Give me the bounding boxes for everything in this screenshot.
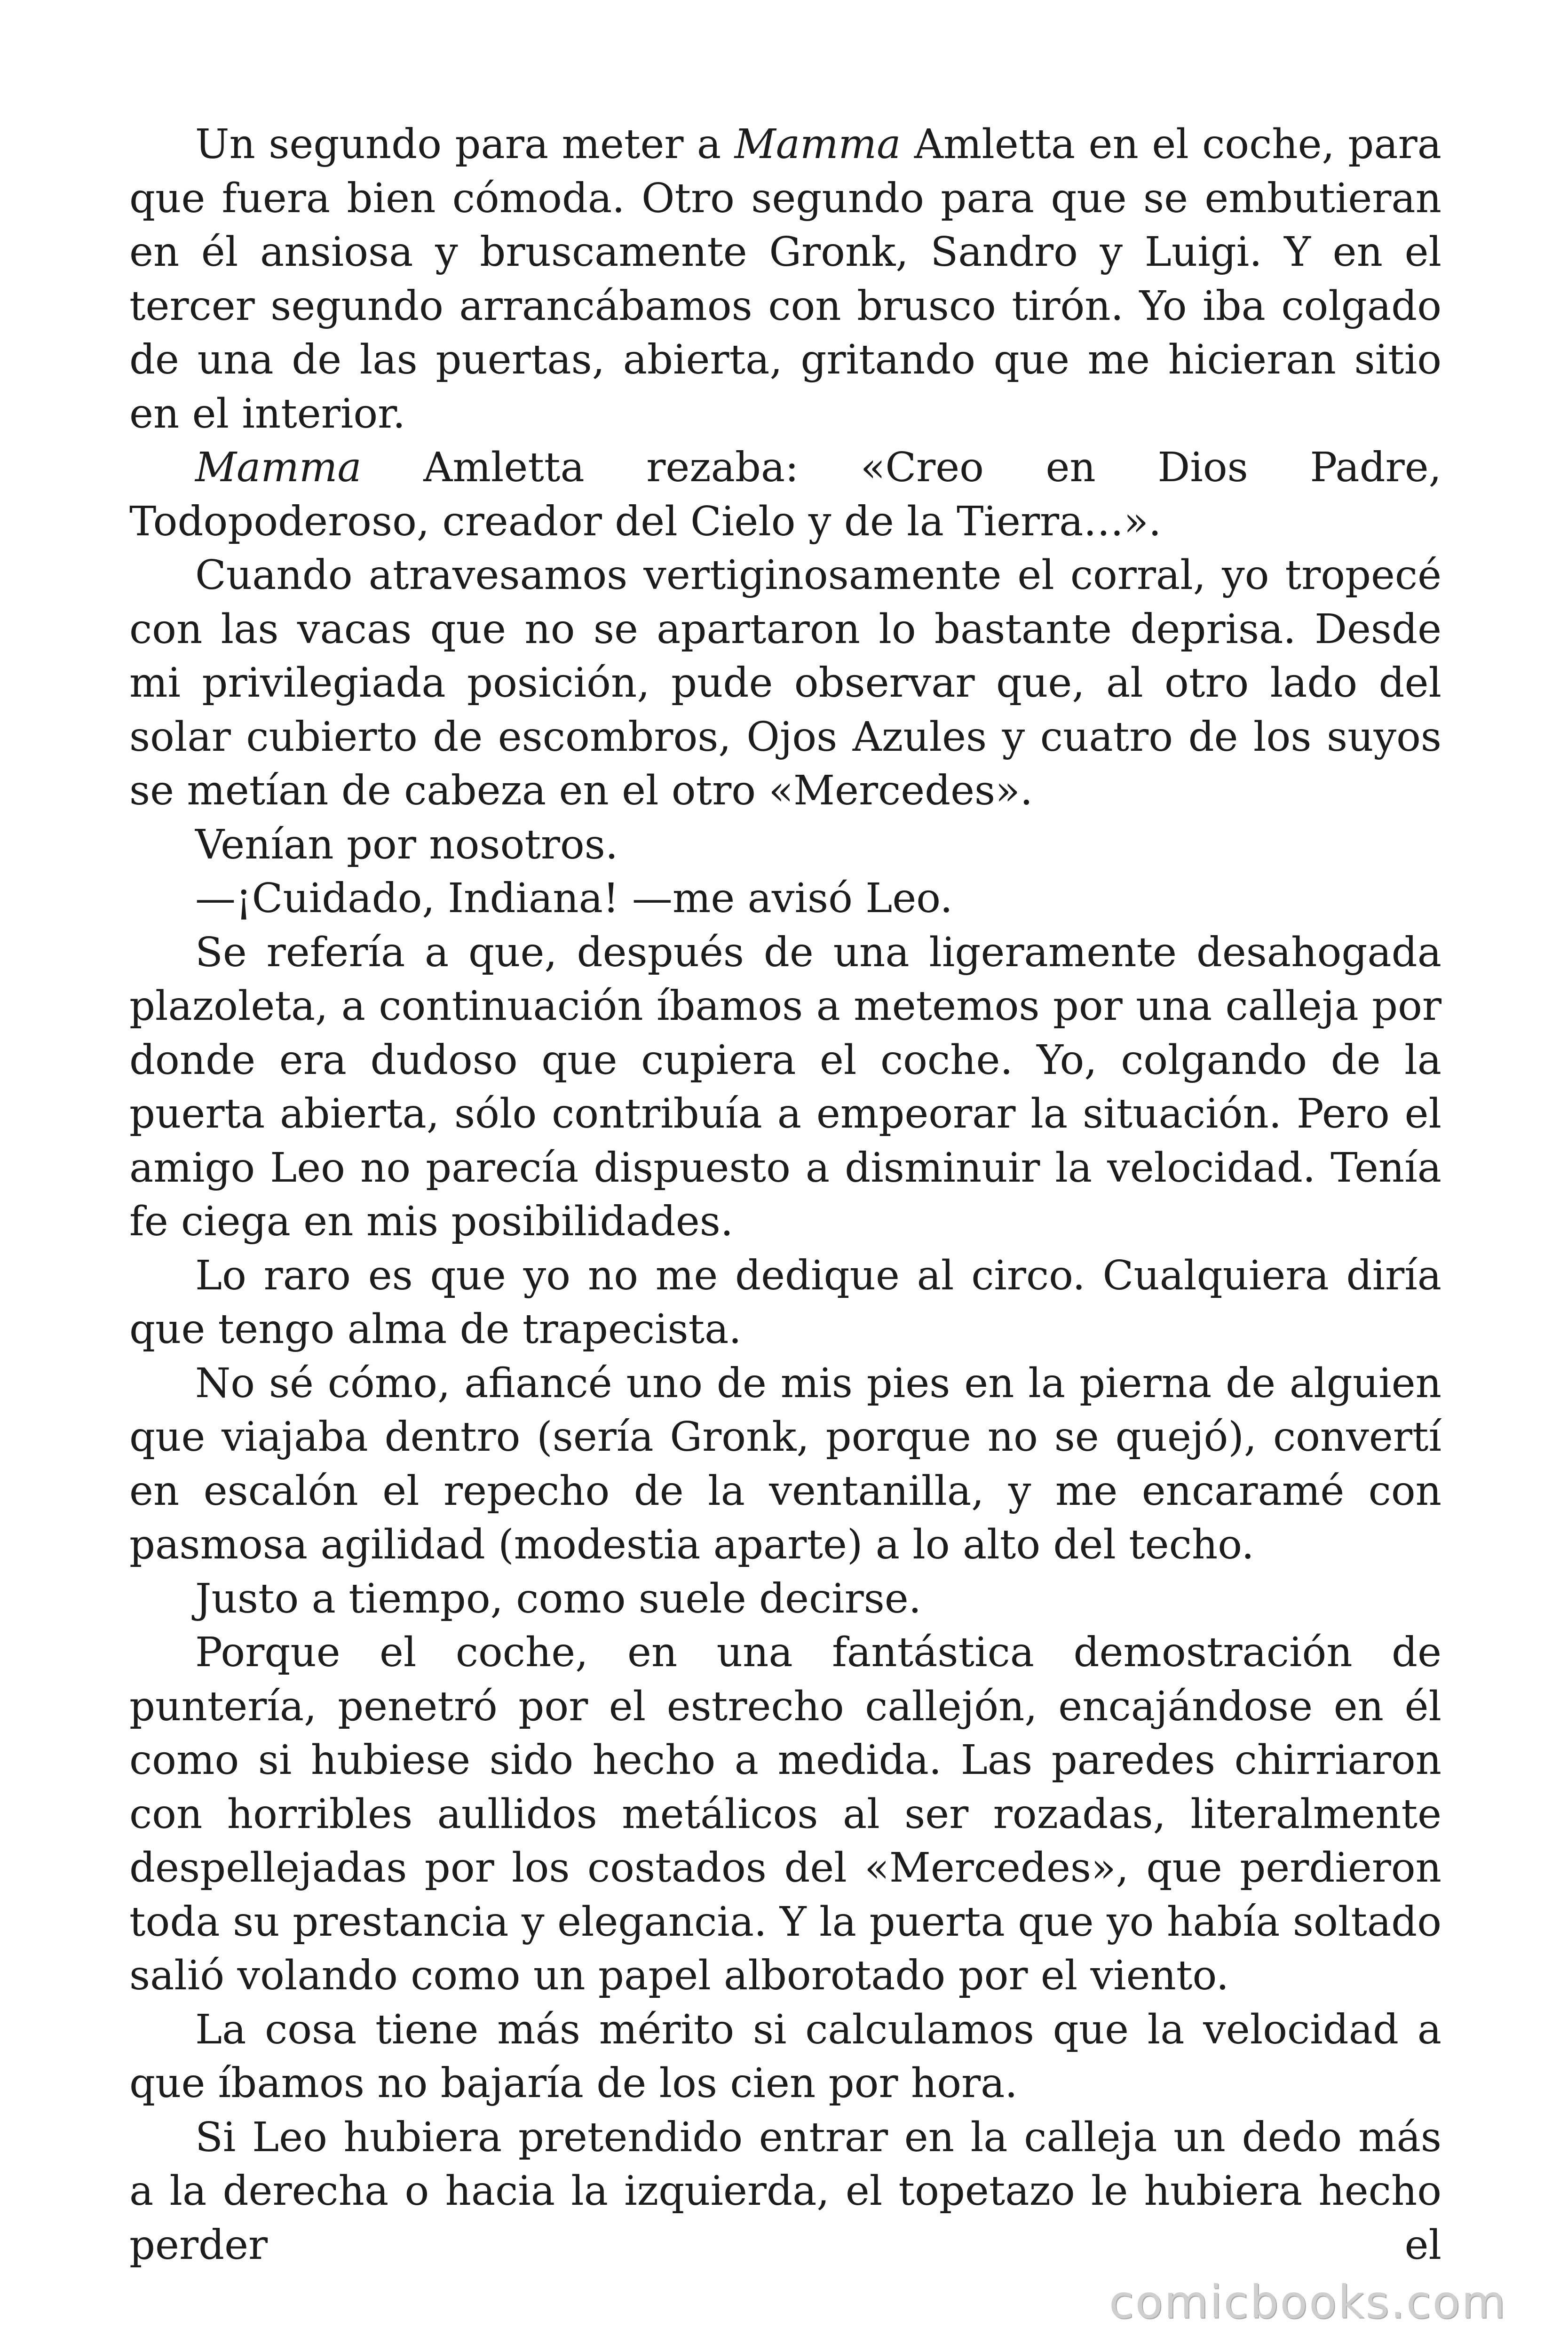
text-run: La cosa tiene más mérito si calculamos que la velocidad a que íbamos no bajaría de los cien por hora.: [129, 2006, 1441, 2107]
paragraph: [129, 926, 1441, 1249]
paragraph: [129, 1357, 1441, 1572]
text-run: Lo raro es que yo no me dedique al circo. Cualquiera diría que tengo alma de trapecista.: [129, 1252, 1441, 1353]
text-run: —¡Cuidado, Indiana! —me avisó Leo.: [195, 875, 953, 922]
text-run: Se refería a que, después de una ligeramente desahogada plazoleta, a continuación íbamos a metemos por una calleja por donde era dudoso que cupiera el coche. Yo, colgando de la puerta abierta, sólo contribuía a empeorar la situación. Pero el amigo Leo no parecía dispuesto a disminuir la velocidad. Tenía fe ciega en mis posibilidades.: [129, 929, 1441, 1245]
paragraph: [129, 118, 1441, 441]
paragraph: [129, 1626, 1441, 2003]
text-run: Porque el coche, en una fantástica demostración de puntería, penetró por el estrecho callejón, encajándose en él como si hubiese sido hecho a medida. Las paredes chirriaron con horribles aullidos metálicos al ser rozadas, literalmente despellejadas por los costados del «Mercedes», que perdieron toda su prestancia y elegancia. Y la puerta que yo había soltado salió volando como un papel alborotado por el viento.: [129, 1629, 1441, 1999]
text-run: Justo a tiempo, como suele decirse.: [195, 1575, 922, 1622]
text-run: Un segundo para meter a: [195, 121, 735, 168]
paragraph: [129, 2111, 1441, 2273]
paragraph: [129, 441, 1441, 548]
paragraph: [129, 1249, 1441, 1357]
text-run: Amletta en el coche, para que fuera bien cómoda. Otro segundo para que se embutieran en él ansiosa y bruscamente Gronk, Sandro y Luigi. Y en el tercer segundo arrancábamos con brusco tirón. Yo iba colgado de una de las puertas, abierta, gritando que me hicieran sitio en el interior.: [129, 121, 1441, 437]
text-run: Venían por nosotros.: [195, 821, 618, 868]
text-run: Cuando atravesamos vertiginosamente el corral, yo tropecé con las vacas que no se apartaron lo bastante deprisa. Desde mi privilegiada posición, pude observar que, al otro lado del solar cubierto de escombros, Ojos Azules y cuatro de los suyos se metían de cabeza en el otro «Mercedes».: [129, 552, 1441, 814]
text-run: Amletta rezaba: «Creo en Dios Padre, Todopoderoso, creador del Cielo y de la Tierra…».: [129, 444, 1441, 545]
paragraph: [129, 1572, 1441, 1626]
text-run: Si Leo hubiera pretendido entrar en la calleja un dedo más a la derecha o hacia la izquierda, el topetazo le hubiera hecho perder el: [129, 2114, 1441, 2269]
paragraph: [129, 548, 1441, 818]
paragraph: [129, 2003, 1441, 2111]
paragraph: [129, 872, 1441, 926]
text-run: No sé cómo, afiancé uno de mis pies en la pierna de alguien que viajaba dentro (sería Gronk, porque no se quejó), convertí en escalón el repecho de la ventanilla, y me encaramé con pasmosa agilidad (modestia aparte) a lo alto del techo.: [129, 1359, 1441, 1568]
watermark: comicbooks.com: [1109, 2276, 1507, 2328]
italic-text: Mamma: [734, 121, 901, 168]
book-page-body: [129, 118, 1441, 2272]
italic-text: Mamma: [195, 444, 362, 491]
paragraph: [129, 818, 1441, 872]
